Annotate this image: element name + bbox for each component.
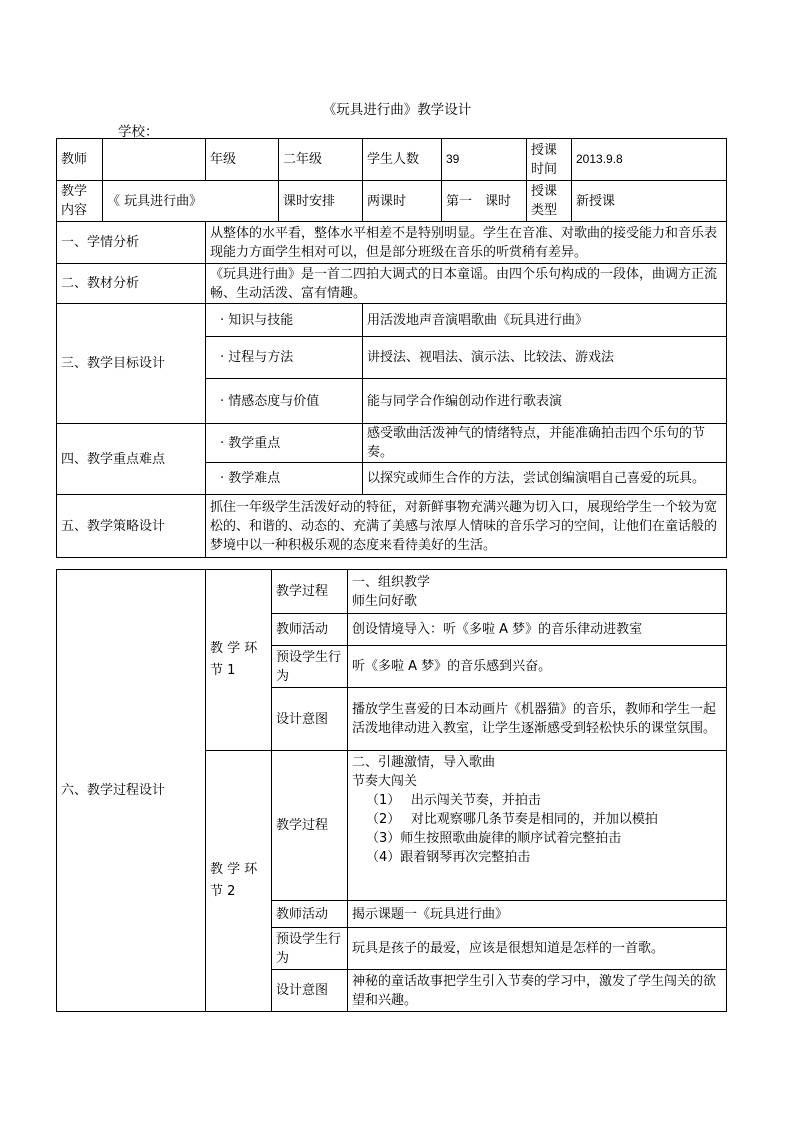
process-line: （3）师生按照歌曲旋律的顺序试着完整拍击 (366, 831, 622, 846)
intent-key: 设计意图 (272, 970, 348, 1012)
student-behavior-value: 玩具是孩子的最爱，应该是很想知道是怎样的一首歌。 (348, 928, 727, 970)
teaching-process-table (56, 569, 727, 1012)
objective-value: 能与同学合作编创动作进行歌表演 (363, 379, 727, 424)
activity-value: 创设情境导入：听《多啦 A 梦》的音乐律动进教室 (348, 614, 727, 646)
process-line: （1） 出示闯关节奏，并拍击 (366, 793, 541, 808)
objectives-label: 三、教学目标设计 (57, 304, 206, 424)
objective-value: 讲授法、视唱法、演示法、比较法、游戏法 (363, 337, 727, 379)
activity-value: 揭示课题一《玩具进行曲》 (348, 901, 727, 928)
student-count-label: 学生人数 (363, 139, 442, 181)
process-line: （2） 对比观察哪几条节奏是相同的，并加以模拍 (366, 812, 658, 827)
strategy-text: 抓住一年级学生活泼好动的特征，对新鲜事物充满兴趣为切入口，展现给学生一个较为宽松的、和谐的、动态的、充满了美感与浓厚人情味的音乐学习的空间，让他们在童话般的梦境中以一种积极乐观的态度来看待美好的生活。 (206, 495, 727, 558)
key-point-value: 感受歌曲活泼神气的情绪特点，并能准确拍击四个乐句的节奏。 (363, 424, 727, 463)
activity-key: 教师活动 (272, 614, 348, 646)
process-design-label: 六、教学过程设计 (57, 570, 206, 1012)
key-points-label: 四、教学重点难点 (57, 424, 206, 495)
lesson-info-table (56, 138, 727, 558)
objective-key: · 知识与技能 (206, 304, 363, 337)
intent-value: 播放学生喜爱的日本动画片《机器猫》的音乐，教师和学生一起活泼地律动进入教室，让学生逐渐感受到轻松快乐的课堂氛围。 (348, 688, 727, 751)
objective-value: 用活泼地声音演唱歌曲《玩具进行曲》 (363, 304, 727, 337)
student-behavior-key: 预设学生行为 (272, 646, 348, 688)
school-label: 学校： (118, 124, 159, 140)
teacher-label: 教师 (57, 139, 103, 181)
student-behavior-key: 预设学生行为 (272, 928, 348, 970)
class-time-value: 2013.9.8 (572, 139, 727, 181)
content-label: 教学内容 (57, 181, 103, 222)
key-point-key: · 教学重点 (206, 424, 363, 463)
grade-value: 二年级 (279, 139, 363, 181)
activity-key: 教师活动 (272, 901, 348, 928)
document-title: 《玩具进行曲》教学设计 (322, 102, 472, 118)
learner-analysis-label: 一、学情分析 (57, 222, 206, 264)
process-value (348, 751, 727, 901)
intent-key: 设计意图 (272, 688, 348, 751)
process-line: 一、组织教学 (352, 574, 431, 590)
process-key: 教学过程 (272, 570, 348, 614)
material-analysis-label: 二、教材分析 (57, 264, 206, 304)
class-type-value: 新授课 (572, 181, 727, 222)
process-line: （4）跟着钢琴再次完整拍击 (366, 850, 531, 865)
step-2-label: 教 学 环节 2 (206, 751, 272, 1012)
learner-analysis-text: 从整体的水平看，整体水平相差不是特别明显。学生在音准、对歌曲的接受能力和音乐表现能力方面学生相对可以，但是部分班级在音乐的听赏稍有差异。 (206, 222, 727, 264)
content-value: 《 玩具进行曲》 (103, 181, 279, 222)
process-key: 教学过程 (272, 751, 348, 901)
current-period: 第一 课时 (442, 181, 527, 222)
key-point-value: 以探究或师生合作的方法，尝试创编演唱自己喜爱的玩具。 (363, 463, 727, 495)
material-analysis-text: 《玩具进行曲》是一首二四拍大调式的日本童谣。由四个乐句构成的一段体，曲调方正流畅、生动活泼、富有情趣。 (206, 264, 727, 304)
class-type-label: 授课类型 (527, 181, 572, 222)
student-count-value: 39 (442, 139, 527, 181)
intent-value: 神秘的童话故事把学生引入节奏的学习中，激发了学生闯关的欲望和兴趣。 (348, 970, 727, 1012)
strategy-label: 五、教学策略设计 (57, 495, 206, 558)
process-value (348, 570, 727, 614)
objective-key: · 过程与方法 (206, 337, 363, 379)
objective-key: · 情感态度与价值 (206, 379, 363, 424)
key-point-key: · 教学难点 (206, 463, 363, 495)
process-line: 节奏大闯关 (352, 774, 418, 789)
process-line: 师生问好歌 (352, 593, 418, 609)
step-1-label: 教 学 环节 1 (206, 570, 272, 751)
class-time-label: 授课时间 (527, 139, 572, 181)
process-line: 二、引趣激情，导入歌曲 (352, 755, 496, 770)
teacher-value (103, 139, 206, 181)
schedule-value: 两课时 (363, 181, 442, 222)
schedule-label: 课时安排 (279, 181, 363, 222)
student-behavior-value: 听《多啦 A 梦》的音乐感到兴奋。 (348, 646, 727, 688)
grade-label: 年级 (206, 139, 279, 181)
